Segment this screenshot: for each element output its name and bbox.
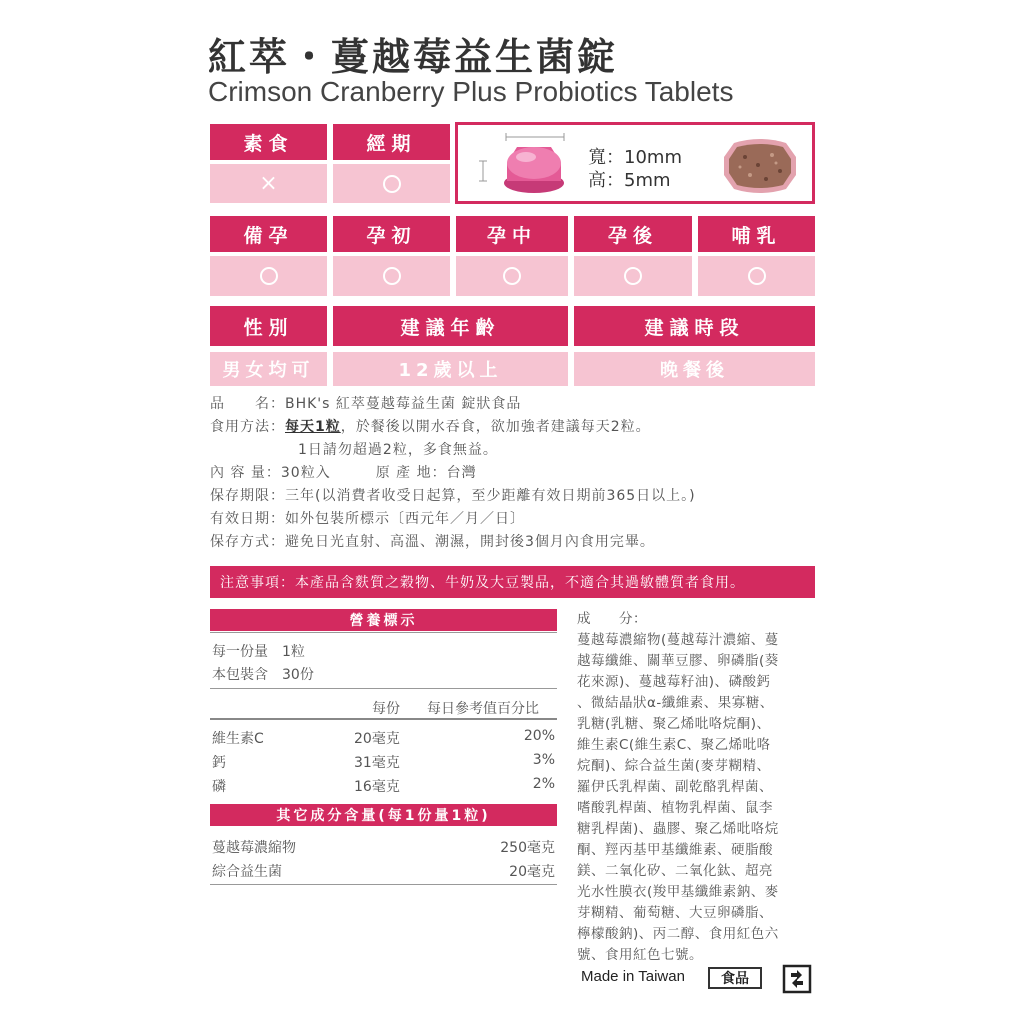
ingredients-line: 越莓纖維、關華豆膠、卵磷脂(葵	[577, 653, 779, 669]
nutrient-name: 維生素C	[212, 731, 264, 747]
stage-header-2: 孕中	[456, 216, 568, 252]
title-en: Crimson Cranberry Plus Probiotics Tablets	[208, 76, 734, 107]
nutrient-amount: 20毫克	[354, 731, 400, 747]
circle-mark	[748, 267, 766, 285]
other-name: 蔓越莓濃縮物	[212, 840, 296, 856]
time-value: 晚餐後	[574, 352, 815, 386]
nutrient-name: 磷	[212, 779, 226, 795]
other-ingredients-title: 其它成分含量(每1份量1粒)	[210, 804, 557, 826]
other-name: 綜合益生菌	[212, 864, 282, 880]
age-value: 12歲以上	[333, 352, 568, 386]
ingredients-block	[577, 609, 822, 966]
stage-header-4: 哺乳	[698, 216, 815, 252]
cross-mark: ×	[259, 171, 278, 196]
usage-line-2: 1日請勿超過2粒，多食無益。	[298, 442, 498, 458]
circle-mark	[624, 267, 642, 285]
made-in-taiwan: Made in Taiwan	[581, 968, 685, 985]
ingredients-line: 芽糊精、葡萄糖、大豆卵磷脂、	[577, 905, 773, 921]
ingredients-line: 檸檬酸鈉)、丙二醇、食用紅色六	[577, 926, 779, 942]
period-header: 經期	[333, 124, 450, 160]
tablet-dimension-icon	[474, 129, 574, 199]
stage-header-0: 備孕	[210, 216, 327, 252]
stage-value-3	[574, 256, 692, 296]
stage-header-3: 孕後	[574, 216, 692, 252]
nutrition-title: 營養標示	[210, 609, 557, 631]
col-daily-value: 每日參考值百分比	[427, 701, 539, 717]
nutrient-dv: 20%	[523, 728, 555, 744]
product-info	[210, 393, 820, 554]
tablet-cross-section-icon	[720, 135, 800, 197]
ingredients-line: 號、食用紅色七號。	[577, 947, 703, 963]
stage-value-2	[456, 256, 568, 296]
nutrition-rule-bottom	[210, 884, 557, 885]
serving-size: 每一份量 1粒	[212, 644, 305, 660]
usage-line: 食用方法：每天1粒，於餐後以開水吞食，欲加強者建議每天2粒。	[210, 419, 651, 435]
circle-mark	[383, 267, 401, 285]
servings-per-pack: 本包裝含 30份	[212, 667, 314, 683]
ingredients-label: 成 分：	[577, 611, 647, 627]
ingredients-line: 烷酮)、綜合益生菌(麥芽糊精、	[577, 758, 771, 774]
tablet-height: 高：5mm	[588, 170, 671, 191]
shelf-life: 保存期限：三年(以消費者收受日起算，至少距離有效日期前365日以上。)	[210, 488, 696, 504]
ingredients-line: 鎂、二氧化矽、二氧化鈦、超亮	[577, 863, 773, 879]
ingredients-line: 光水性膜衣(羧甲基纖維素鈉、麥	[577, 884, 779, 900]
ingredients-line: 花來源)、蔓越莓籽油)、磷酸鈣	[577, 674, 771, 690]
gender-value: 男女均可	[210, 352, 327, 386]
ingredients-line: 蔓越莓濃縮物(蔓越莓汁濃縮、蔓	[577, 632, 779, 648]
circle-mark	[260, 267, 278, 285]
usage-bold: 每天1粒	[285, 419, 341, 435]
other-amount: 250毫克	[500, 840, 555, 856]
ingredients-line: 乳糖(乳糖、聚乙烯吡咯烷酮)、	[577, 716, 771, 732]
period-value	[333, 164, 450, 203]
veg-header: 素食	[210, 124, 327, 160]
tablet-width: 寬：10mm	[588, 147, 682, 168]
nutrient-dv: 3%	[532, 752, 555, 768]
ingredients-line: 糖乳桿菌)、蟲膠、聚乙烯吡咯烷	[577, 821, 779, 837]
nutrition-rule-mid	[210, 688, 557, 689]
stage-value-1	[333, 256, 450, 296]
ingredients-line: 羅伊氏乳桿菌、副乾酪乳桿菌、	[577, 779, 773, 795]
col-per-serving: 每份	[372, 701, 400, 717]
stage-value-0	[210, 256, 327, 296]
product-name: 品 名：BHK's 紅萃蔓越莓益生菌 錠狀食品	[210, 396, 522, 412]
circle-mark	[503, 267, 521, 285]
ingredients-line: 維生素C(維生素C、聚乙烯吡咯	[577, 737, 771, 753]
nutrient-name: 鈣	[212, 755, 226, 771]
circle-mark	[383, 175, 401, 193]
gender-header: 性別	[210, 306, 327, 346]
nutrition-rule-top	[210, 632, 557, 633]
stage-header-1: 孕初	[333, 216, 450, 252]
nutrition-rule-thick	[210, 718, 557, 720]
title-zh: 紅萃・蔓越莓益生菌錠	[208, 35, 619, 79]
veg-value	[210, 164, 327, 203]
ingredients-line: 酮、羥丙基甲基纖維素、硬脂酸	[577, 842, 773, 858]
nutrient-amount: 16毫克	[354, 779, 400, 795]
expiry-date: 有效日期：如外包裝所標示〔西元年／月／日〕	[210, 511, 525, 527]
ingredients-line: 嗜酸乳桿菌、植物乳桿菌、鼠李	[577, 800, 773, 816]
stage-value-4	[698, 256, 815, 296]
time-header: 建議時段	[574, 306, 815, 346]
nutrient-dv: 2%	[532, 776, 555, 792]
storage-method: 保存方式：避免日光直射、高溫、潮濕，開封後3個月內食用完畢。	[210, 534, 655, 550]
recycle-icon	[782, 964, 812, 994]
age-header: 建議年齡	[333, 306, 568, 346]
nutrient-amount: 31毫克	[354, 755, 400, 771]
other-amount: 20毫克	[509, 864, 555, 880]
food-badge: 食品	[708, 967, 762, 989]
ingredients-line: 、微結晶狀α-纖維素、果寡糖、	[577, 695, 774, 711]
tablet-box	[455, 122, 815, 204]
content-origin: 內 容 量：30粒入 原 產 地：台灣	[210, 465, 477, 481]
notice-bar: 注意事項：本產品含麩質之穀物、牛奶及大豆製品，不適合其過敏體質者食用。	[210, 566, 815, 598]
